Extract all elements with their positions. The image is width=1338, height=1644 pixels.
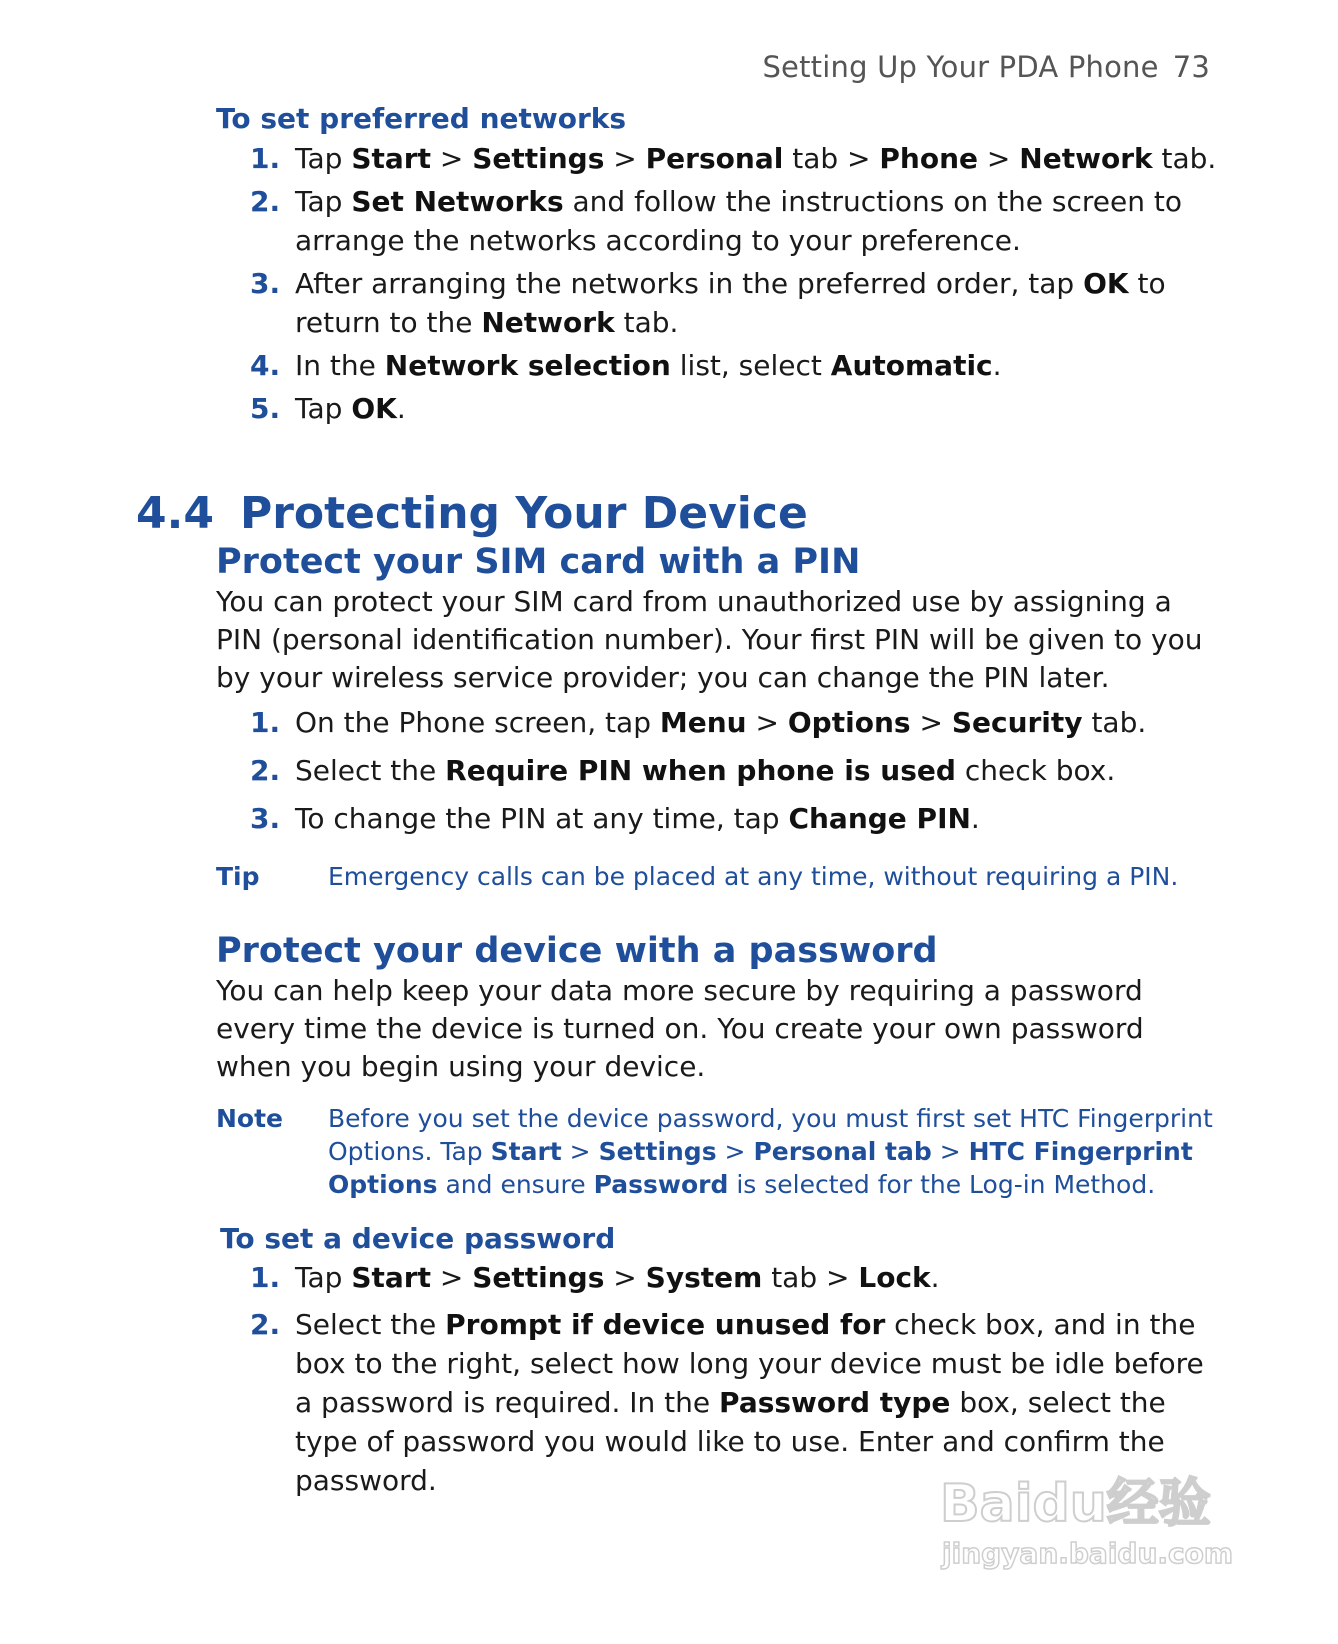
tip-callout — [216, 860, 1226, 893]
bold-term: OK — [1083, 267, 1129, 300]
watermark-logo: Baidu经验 — [940, 1474, 1211, 1534]
note-label: Note — [216, 1104, 284, 1133]
set-password-steps — [216, 1258, 1226, 1500]
section-heading — [136, 488, 808, 539]
text-run: On the Phone screen, tap — [295, 706, 660, 739]
text-run: To change the PIN at any time, tap — [295, 802, 789, 835]
sim-pin-heading: Protect your SIM card with a PIN — [216, 542, 861, 582]
bold-term: Lock — [858, 1261, 931, 1294]
text-run: > — [430, 1261, 473, 1294]
bold-term: Personal — [645, 142, 784, 175]
text-run: > — [978, 142, 1020, 175]
bold-term: Network — [481, 306, 615, 339]
bold-term: Start — [351, 1261, 431, 1294]
password-intro: You can help keep your data more secure by requiring a password every time the device is turned on. You create your own password when you begin using your device. — [216, 974, 1144, 1083]
watermark-url: jingyan.baidu.com — [942, 1537, 1234, 1570]
text-run: is selected for the Log-in Method. — [728, 1170, 1156, 1199]
sim-pin-steps — [216, 703, 1226, 838]
text-run: > — [931, 1137, 969, 1166]
step-item — [216, 703, 1226, 742]
bold-term: Set Networks — [351, 185, 564, 218]
set-password-title: To set a device password — [220, 1222, 616, 1255]
bold-term: Options — [787, 706, 911, 739]
bold-term: Menu — [659, 706, 747, 739]
bold-term: HTC Fingerprint Options — [328, 1137, 1193, 1199]
preferred-networks-title: To set preferred networks — [216, 102, 627, 135]
step-number: 2. — [250, 1308, 281, 1341]
text-run: to return to the — [295, 267, 1166, 339]
bold-term: OK — [351, 392, 397, 425]
text-run: > — [910, 706, 952, 739]
text-run: > — [430, 142, 473, 175]
text-run: list, select — [670, 349, 831, 382]
preferred-networks-steps — [216, 139, 1226, 428]
step-number: 2. — [250, 185, 281, 218]
step-number: 3. — [250, 267, 281, 300]
text-run: > — [604, 1261, 646, 1294]
bold-term: Settings — [598, 1137, 717, 1166]
step-number: 5. — [250, 392, 281, 425]
step-item — [216, 1305, 1226, 1500]
text-run: tab > — [762, 1261, 859, 1294]
text-run: check box. — [955, 754, 1116, 787]
step-item — [216, 751, 1226, 790]
running-title: Setting Up Your PDA Phone — [762, 50, 1159, 84]
text-run: tab. — [1082, 706, 1147, 739]
section-number: 4.4 — [136, 488, 214, 539]
step-number: 1. — [250, 706, 281, 739]
text-run: > — [746, 706, 788, 739]
bold-term: Password — [593, 1170, 729, 1199]
text-run: > — [604, 142, 646, 175]
text-run: In the — [295, 349, 385, 382]
text-run: Select the — [295, 754, 446, 787]
tip-label: Tip — [216, 862, 260, 891]
step-number: 1. — [250, 1261, 281, 1294]
text-run: and follow the instructions on the screen to arrange the networks according to your preference. — [295, 185, 1183, 257]
step-number: 4. — [250, 349, 281, 382]
text-run: . — [992, 349, 1002, 382]
bold-term: System — [645, 1261, 763, 1294]
text-run: . — [930, 1261, 940, 1294]
bold-term: Password type — [719, 1386, 951, 1419]
bold-term: Network selection — [384, 349, 671, 382]
password-heading: Protect your device with a password — [216, 931, 938, 971]
bold-term: Start — [490, 1137, 562, 1166]
step-number: 3. — [250, 802, 281, 835]
text-run: tab > — [783, 142, 880, 175]
text-run: Tap — [295, 392, 352, 425]
section-title: Protecting Your Device — [239, 488, 808, 539]
bold-term: Settings — [472, 142, 605, 175]
page-number: 73 — [1172, 50, 1210, 84]
bold-term: Settings — [472, 1261, 605, 1294]
note-text — [328, 1102, 1226, 1201]
bold-term: Phone — [879, 142, 979, 175]
note-callout — [216, 1102, 1226, 1201]
step-item — [216, 346, 1226, 385]
text-run: Select the — [295, 1308, 446, 1341]
text-run: > — [561, 1137, 599, 1166]
step-item — [216, 182, 1226, 260]
text-run: After arranging the networks in the preferred order, tap — [295, 267, 1084, 300]
text-run: check box, and in the box to the right, select how long your device must be idle before a password is required. In the — [295, 1308, 1204, 1419]
text-run: Tap — [295, 1261, 352, 1294]
text-run: and ensure — [437, 1170, 594, 1199]
bold-term: Require PIN when phone is used — [445, 754, 956, 787]
bold-term: Security — [951, 706, 1083, 739]
step-item — [216, 264, 1226, 342]
text-run: Before you set the device password, you must first set HTC Fingerprint Options. Tap — [328, 1104, 1213, 1166]
bold-term: Prompt if device unused for — [445, 1308, 886, 1341]
text-run: tab. — [1152, 142, 1217, 175]
step-number: 2. — [250, 754, 281, 787]
bold-term: Personal tab — [753, 1137, 932, 1166]
text-run: . — [396, 392, 406, 425]
bold-term: Automatic — [830, 349, 993, 382]
page-header — [762, 50, 1210, 84]
bold-term: Start — [351, 142, 431, 175]
text-run: . — [970, 802, 980, 835]
step-number: 1. — [250, 142, 281, 175]
step-item — [216, 139, 1226, 178]
text-run: box, select the type of password you would like to use. Enter and confirm the password. — [295, 1386, 1166, 1497]
tip-text: Emergency calls can be placed at any time, without requiring a PIN. — [328, 862, 1179, 891]
text-run: Tap — [295, 185, 352, 218]
text-run: tab. — [614, 306, 679, 339]
text-run: > — [716, 1137, 754, 1166]
bold-term: Change PIN — [788, 802, 971, 835]
sim-pin-intro: You can protect your SIM card from unauthorized use by assigning a PIN (personal identification number). Your first PIN will be given to you by your wireless service provider; you can change the PIN later. — [216, 585, 1203, 694]
step-item — [216, 389, 1226, 428]
step-item — [216, 799, 1226, 838]
step-item — [216, 1258, 1226, 1297]
text-run: Tap — [295, 142, 352, 175]
bold-term: Network — [1019, 142, 1153, 175]
